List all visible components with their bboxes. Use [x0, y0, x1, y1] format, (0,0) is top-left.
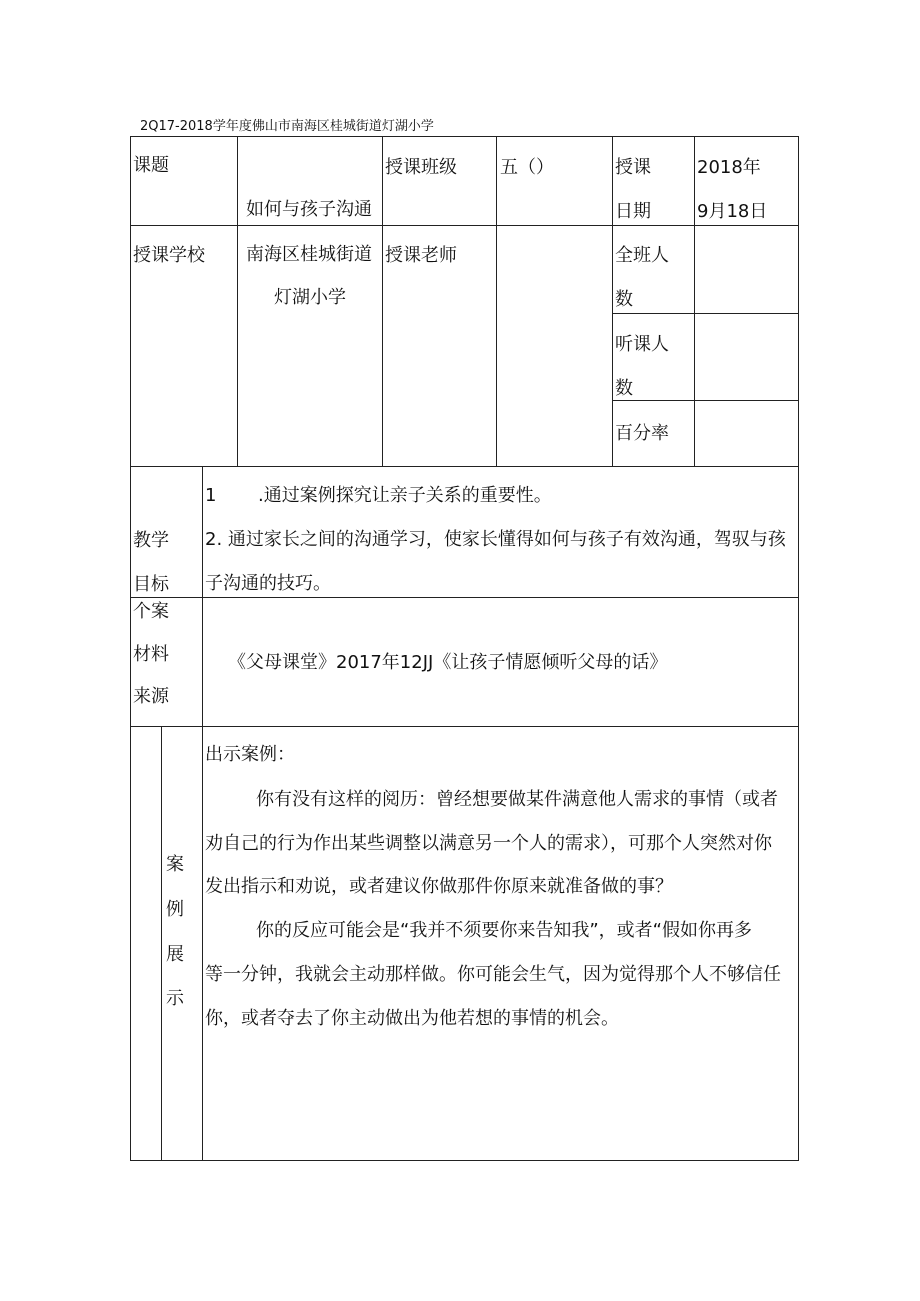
case-label-char1: 案	[166, 854, 184, 875]
case-label-char4: 示	[166, 988, 184, 1009]
case-para2-line2: 等一分钟，我就会主动那样做。你可能会生气，因为觉得那个人不够信任	[205, 964, 781, 985]
case-para1-line3: 发出指示和劝说，或者建议你做那件你原来就准备做的事？	[205, 876, 673, 897]
row-divider-4	[130, 726, 799, 727]
topic-value: 如何与孩子沟通	[246, 199, 372, 220]
attend-label-line1: 听课人	[615, 334, 669, 355]
row-divider-attend	[612, 400, 799, 401]
date-label-line2: 日期	[615, 201, 651, 222]
school-year-title: 2Q17-2018学年度佛山市南海区桂城街道灯湖小学	[140, 119, 434, 134]
total-label-line2: 数	[615, 289, 633, 310]
goals-label-line2: 目标	[133, 574, 169, 595]
source-text: 《父母课堂》2017年12JJ《让孩子情愿倾听父母的话》	[228, 652, 668, 673]
date-value-line1: 2018年	[697, 157, 761, 178]
row-divider-2	[130, 466, 799, 467]
col-divider-b	[382, 136, 383, 467]
table-border-top	[130, 136, 799, 137]
table-border-left	[130, 136, 131, 1161]
case-para2-line1: 你的反应可能会是“我并不须要你来告知我”，或者“假如你再多	[256, 920, 752, 941]
source-label-line1: 个案	[133, 601, 169, 622]
case-para1-line2: 劝自己的行为作出某些调整以满意另一个人的需求），可那个人突然对你	[205, 833, 772, 854]
col-divider-d	[612, 136, 613, 467]
col-divider-c	[496, 136, 497, 467]
table-border-right	[798, 136, 799, 1161]
goal-item1-text: .通过案例探究让亲子关系的重要性。	[258, 485, 552, 506]
col-divider-label	[202, 466, 203, 1161]
topic-label: 课题	[133, 155, 169, 176]
attend-label-line2: 数	[615, 378, 633, 399]
school-value-line1: 南海区桂城街道	[246, 244, 372, 265]
school-label: 授课学校	[133, 245, 205, 266]
total-label-line1: 全班人	[615, 245, 669, 266]
case-label-char3: 展	[166, 944, 184, 965]
goal-item1-number: 1	[205, 485, 217, 506]
case-label-char2: 例	[166, 899, 184, 920]
row-divider-3	[130, 597, 799, 598]
source-label-line2: 材料	[133, 644, 169, 665]
teacher-label: 授课老师	[385, 245, 457, 266]
goal-item2-line1: 2. 通过家长之间的沟通学习，使家长懂得如何与孩子有效沟通，驾驭与孩	[205, 529, 786, 550]
case-para1-line1: 你有没有这样的阅历：曾经想要做某件满意他人需求的事情（或者	[256, 789, 778, 810]
class-value: 五（）	[500, 157, 554, 178]
table-border-bottom	[130, 1160, 799, 1161]
source-label-line3: 来源	[133, 686, 169, 707]
case-intro: 出示案例：	[205, 744, 295, 765]
col-divider-e	[694, 136, 695, 467]
goals-label-line1: 教学	[133, 530, 169, 551]
percent-label: 百分率	[615, 423, 669, 444]
col-divider-a	[237, 136, 238, 467]
class-label: 授课班级	[385, 157, 457, 178]
date-value-line2: 9月18日	[697, 201, 768, 222]
date-label-line1: 授课	[615, 157, 651, 178]
school-value-line2: 灯湖小学	[274, 287, 346, 308]
case-para2-line3: 你，或者夺去了你主动做出为他若想的事情的机会。	[205, 1008, 619, 1029]
goal-item2-line2: 子沟通的技巧。	[205, 573, 331, 594]
col-divider-case-inner	[161, 726, 162, 1161]
row-divider-total	[612, 313, 799, 314]
row-divider-1	[130, 225, 799, 226]
